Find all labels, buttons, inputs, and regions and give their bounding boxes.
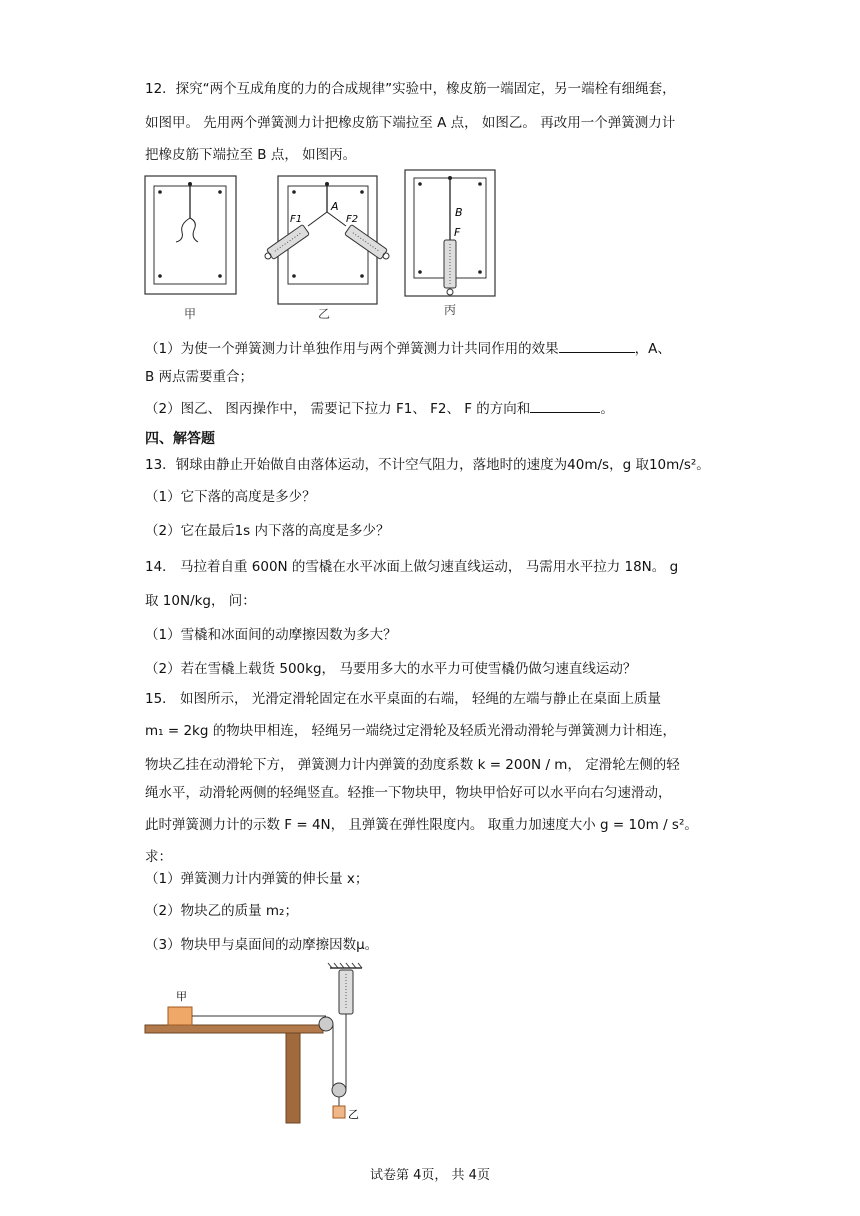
q15-line5: 此时弹簧测力计的示数 F = 4N， 且弹簧在弹性限度内。 取重力加速度大小 g = 10m / s²。 xyxy=(145,817,698,833)
moving-pulley xyxy=(332,1083,346,1097)
q15-sub1: （1）弹簧测力计内弹簧的伸长量 x； xyxy=(145,871,369,887)
section-title: 四、解答题 xyxy=(145,431,215,447)
label-yi: 乙 xyxy=(318,307,331,321)
q13-sub1: （1）它下落的高度是多少？ xyxy=(145,489,316,505)
page-footer: 试卷第 4页， 共 4页 xyxy=(370,1168,490,1183)
fixed-pulley xyxy=(319,1017,333,1031)
q15-sub2: （2）物块乙的质量 m₂； xyxy=(145,903,298,919)
label-F: F xyxy=(454,226,461,239)
q14-sub1: （1）雪橇和冰面间的动摩擦因数为多大？ xyxy=(145,627,397,643)
q15-line3: 物块乙挂在动滑轮下方， 弹簧测力计内弹簧的劲度系数 k = 200N / m， 定滑轮左侧的轻 xyxy=(145,757,680,773)
label-A: A xyxy=(331,200,339,213)
table-top xyxy=(145,1025,323,1033)
answer-blank-1[interactable] xyxy=(559,340,635,353)
q14-line1: 14． 马拉着自重 600N 的雪橇在水平冰面上做匀速直线运动， 马需用水平拉力 18N。 g xyxy=(145,559,679,575)
q12-sub1-line2: B 两点需要重合； xyxy=(145,369,254,385)
q14-sub2: （2）若在雪橇上载货 500kg， 马要用多大的水平力可使雪橇仍做匀速直线运动？ xyxy=(145,661,637,677)
q15-line2: m₁ = 2kg 的物块甲相连， 轻绳另一端绕过定滑轮及轻质光滑动滑轮与弹簧测力计相连， xyxy=(145,723,677,739)
q12-sub1-line1 xyxy=(145,340,671,358)
q12-sub2-text: （2）图乙、 图丙操作中， 需要记下拉力 F1、 F2、 F 的方向和 xyxy=(145,401,531,417)
label-bing: 丙 xyxy=(444,303,457,317)
q15-line1: 15． 如图所示， 光滑定滑轮固定在水平桌面的右端， 轻绳的左端与静止在桌面上质量 xyxy=(145,691,662,707)
figure-yi xyxy=(265,176,389,321)
label-F1: F1 xyxy=(290,214,303,225)
q12-line3: 把橡皮筋下端拉至 B 点， 如图丙。 xyxy=(145,147,357,163)
q12-sub1-tail: ，A、 xyxy=(634,341,671,357)
label-F2: F2 xyxy=(346,214,359,225)
q15-line6: 求： xyxy=(145,849,172,865)
table-leg xyxy=(286,1033,300,1123)
q12-sub2 xyxy=(145,400,614,418)
q13-sub2: （2）它在最后1s 内下落的高度是多少？ xyxy=(145,523,390,539)
q15-label-jia: 甲 xyxy=(176,990,187,1003)
figure-bing xyxy=(405,170,495,317)
q13-line1: 13．钢球由静止开始做自由落体运动，不计空气阻力，落地时的速度为40m/s，g 取10m/s²。 xyxy=(145,457,710,473)
label-B: B xyxy=(455,206,463,219)
q12-line2: 如图甲。 先用两个弹簧测力计把橡皮筋下端拉至 A 点， 如图乙。 再改用一个弹簧测力计 xyxy=(145,115,676,131)
q15-line4: 绳水平，动滑轮两侧的轻绳竖直。轻推一下物块甲，物块甲恰好可以水平向右匀速滑动， xyxy=(145,785,672,801)
q12-sub1-text: （1）为使一个弹簧测力计单独作用与两个弹簧测力计共同作用的效果 xyxy=(145,341,559,357)
block-yi xyxy=(333,1106,345,1118)
q15-figure xyxy=(140,962,370,1130)
figure-jia xyxy=(145,176,236,321)
q15-sub3: （3）物块甲与桌面间的动摩擦因数μ。 xyxy=(145,937,379,953)
q12-figures xyxy=(140,168,510,328)
q14-line2: 取 10N/kg， 问： xyxy=(145,593,256,609)
label-jia: 甲 xyxy=(184,307,197,321)
q15-label-yi: 乙 xyxy=(348,1108,359,1121)
block-jia xyxy=(168,1007,192,1025)
q12-sub2-tail: 。 xyxy=(600,401,614,417)
answer-blank-2[interactable] xyxy=(530,400,600,413)
q12-line1: 12．探究“两个互成角度的力的合成规律”实验中，橡皮筋一端固定，另一端栓有细绳套， xyxy=(145,81,676,97)
